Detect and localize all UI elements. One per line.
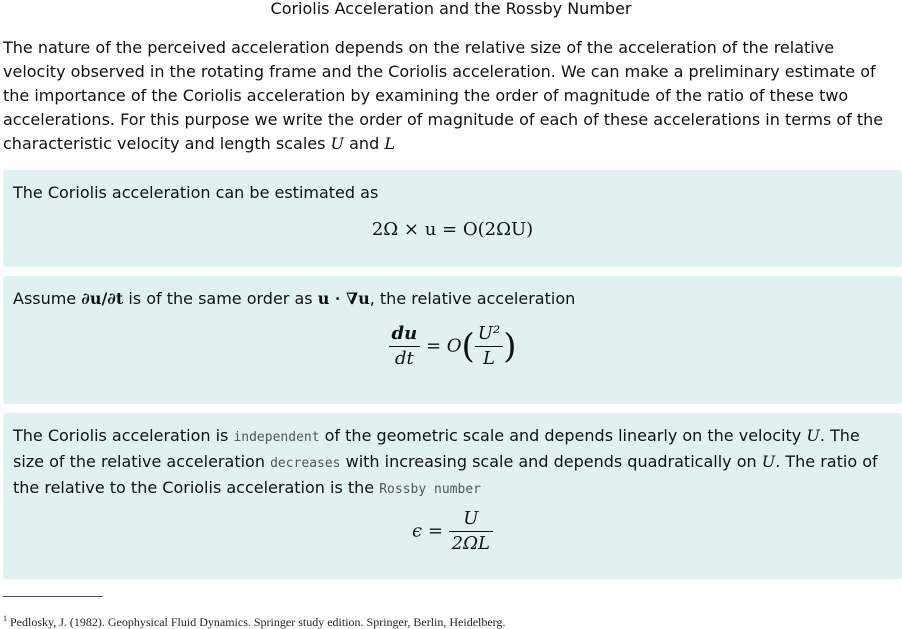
footnote-divider bbox=[3, 596, 103, 597]
velocity-symbol-1: U bbox=[806, 426, 820, 445]
coriolis-equation: 2Ω × u = O(2ΩU) bbox=[371, 219, 534, 240]
velocity-symbol: U bbox=[330, 134, 345, 153]
same-order-label: is of the same order as bbox=[128, 289, 313, 308]
velocity-symbol-2: U bbox=[761, 452, 776, 471]
relative-acceleration-box bbox=[3, 276, 902, 404]
coriolis-estimate-box bbox=[3, 170, 902, 267]
page-title: Coriolis Acceleration and the Rossby Number bbox=[270, 0, 632, 18]
code-decreases: decreases bbox=[270, 456, 341, 471]
advection-term: u · ∇u bbox=[317, 289, 370, 308]
rossby-text-2: of the geometric scale and depends linearly on the velocity bbox=[324, 426, 802, 445]
l-denominator: L bbox=[483, 348, 495, 369]
rossby-denominator: 2ΩL bbox=[451, 533, 490, 554]
rossby-text-3: . The size of the relative acceleration bbox=[13, 426, 860, 471]
footnote-text: Pedlosky, J. (1982). Geophysical Fluid Dynamics. Springer study edition. Springer, Berlin, Heidelberg. bbox=[10, 615, 506, 629]
intro-paragraph bbox=[3, 36, 899, 156]
du-dt-fraction bbox=[389, 324, 421, 369]
assume-label: Assume bbox=[13, 289, 77, 308]
rossby-text-4: with increasing scale and depends quadratically on bbox=[345, 452, 757, 471]
rossby-text bbox=[13, 424, 892, 502]
rossby-fraction bbox=[449, 509, 493, 554]
footnote bbox=[3, 612, 505, 629]
rossby-text-1: The Coriolis acceleration is bbox=[13, 426, 229, 445]
intro-and: and bbox=[349, 134, 380, 153]
rossby-equation bbox=[3, 509, 902, 554]
du-numerator: du bbox=[389, 324, 421, 347]
code-rossby-number: Rossby number bbox=[379, 482, 481, 497]
dt-denominator: dt bbox=[395, 348, 414, 369]
partial-derivative: ∂u/∂t bbox=[81, 289, 124, 308]
relative-acceleration-label: , the relative acceleration bbox=[369, 289, 576, 308]
u2-l-fraction bbox=[475, 324, 503, 369]
coriolis-estimate-text: The Coriolis acceleration can be estimated as bbox=[13, 183, 379, 202]
right-paren: ) bbox=[503, 326, 517, 367]
rossby-number-box bbox=[3, 413, 902, 579]
equals-order: = O bbox=[425, 335, 462, 357]
rossby-numerator: U bbox=[449, 509, 493, 532]
intro-text: The nature of the perceived acceleration depends on the relative size of the acceleration of the relative velocity observed in the rotating frame and the Coriolis acceleration. We can make a preliminary estimate of the importance of the Coriolis acceleration by examining the order of magnitude of the ratio of these two accelerations. For this purpose we write the order of magnitude of each of these accelerations in terms of the characteristic velocity and length scales bbox=[3, 38, 884, 153]
relative-acceleration-equation bbox=[3, 324, 902, 369]
u2-numerator: U² bbox=[475, 324, 503, 347]
rossby-text-5: . The ratio of the relative to the Coriolis acceleration is the bbox=[13, 452, 878, 497]
relative-acceleration-text bbox=[13, 287, 892, 311]
code-independent: independent bbox=[233, 430, 320, 445]
left-paren: ( bbox=[461, 326, 475, 367]
footnote-mark: 1 bbox=[3, 614, 7, 623]
epsilon-equals: ϵ = bbox=[412, 520, 443, 542]
length-symbol: L bbox=[384, 134, 395, 153]
